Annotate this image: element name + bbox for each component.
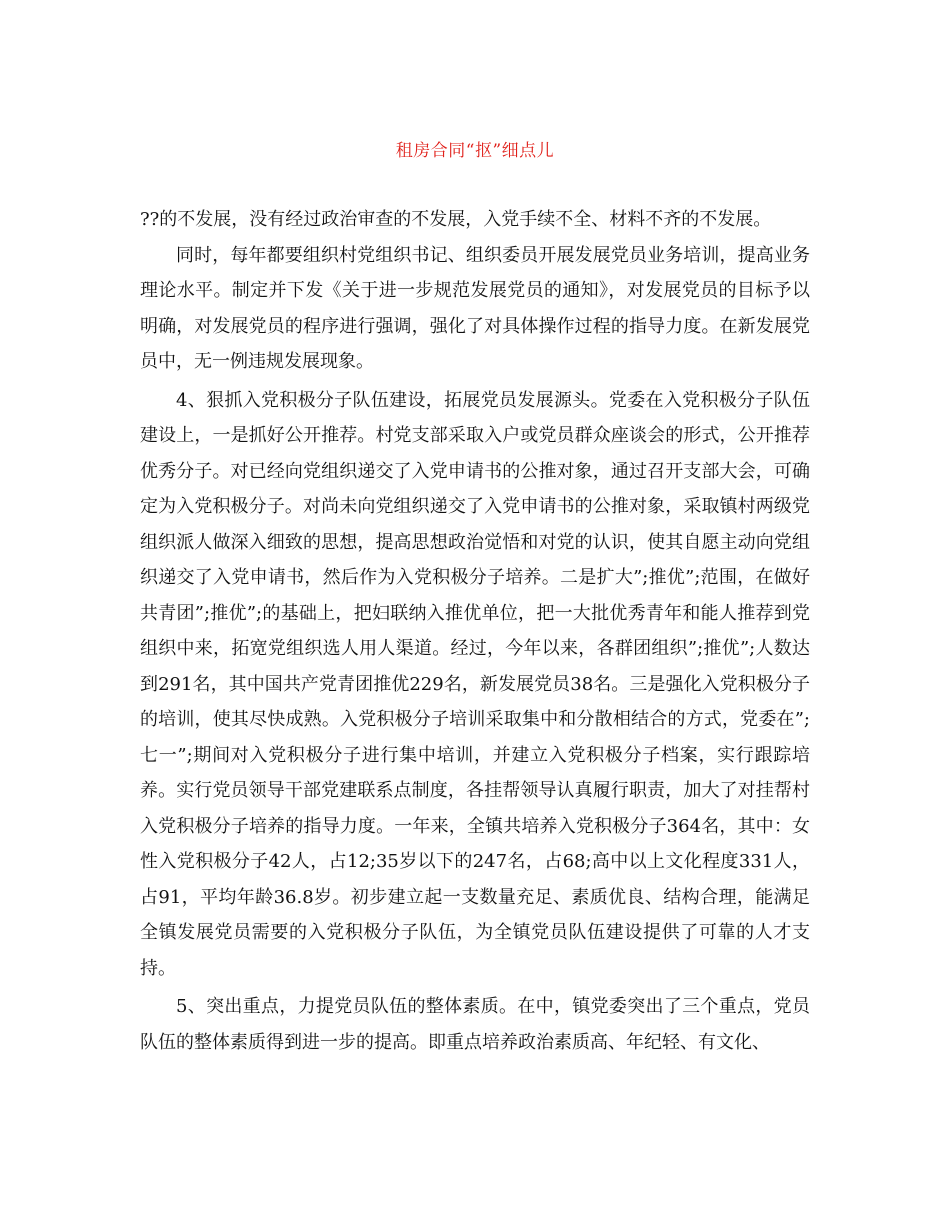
- paragraph-key-points: 5、突出重点，力提党员队伍的整体素质。在中，镇党委突出了三个重点，党员队伍的整体素质得到进一步的提高。即重点培养政治素质高、年纪轻、有文化、: [140, 996, 810, 1053]
- document-title: 租房合同“抠”细点儿: [395, 141, 555, 161]
- paragraph-activists: 4、狠抓入党积极分子队伍建设，拓展党员发展源头。党委在入党积极分子队伍建设上，一是抓好公开推荐。村党支部采取入户或党员群众座谈会的形式，公开推荐优秀分子。对已经向党组织递交了入党申请书的公推对象，通过召开支部大会，可确定为入党积极分子。对尚未向党组织递交了入党申请书的公推对象，采取镇村两级党组织派人做深入细致的思想，提高思想政治觉悟和对党的认识，使其自愿主动向党组织递交了入党申请书，然后作为入党积极分子培养。二是扩大”;推优”;范围，在做好共青团”;推优”;的基础上，把妇联纳入推优单位，把一大批优秀青年和能人推荐到党组织中来，拓宽党组织选人用人渠道。经过，今年以来，各群团组织”;推优”;人数达到291名，其中国共产党青团推优229名，新发展党员38名。三是强化入党积极分子的培训，使其尽快成熟。入党积极分子培训采取集中和分散相结合的方式，党委在”;七一”;期间对入党积极分子进行集中培训，并建立入党积极分子档案，实行跟踪培养。实行党员领导干部党建联系点制度，各挂帮领导认真履行职责，加大了对挂帮村入党积极分子培养的指导力度。一年来，全镇共培养入党积极分子364名，其中：女性入党积极分子42人，占12;35岁以下的247名，占68;高中以上文化程度331人，占91，平均年龄36.8岁。初步建立起一支数量充足、素质优良、结构合理，能满足全镇发展党员需要的入党积极分子队伍，为全镇党员队伍建设提供了可靠的人才支持。: [140, 389, 810, 979]
- document-body: [140, 202, 810, 1060]
- paragraph-training: 同时，每年都要组织村党组织书记、组织委员开展发展党员业务培训，提高业务理论水平。制定并下发《关于进一步规范发展党员的通知》，对发展党员的目标予以明确，对发展党员的程序进行强调，强化了对具体操作过程的指导力度。在新发展党员中，无一例违规发展现象。: [140, 244, 810, 372]
- paragraph-continuation: ??的不发展，没有经过政治审查的不发展，入党手续不全、材料不齐的不发展。: [140, 209, 772, 230]
